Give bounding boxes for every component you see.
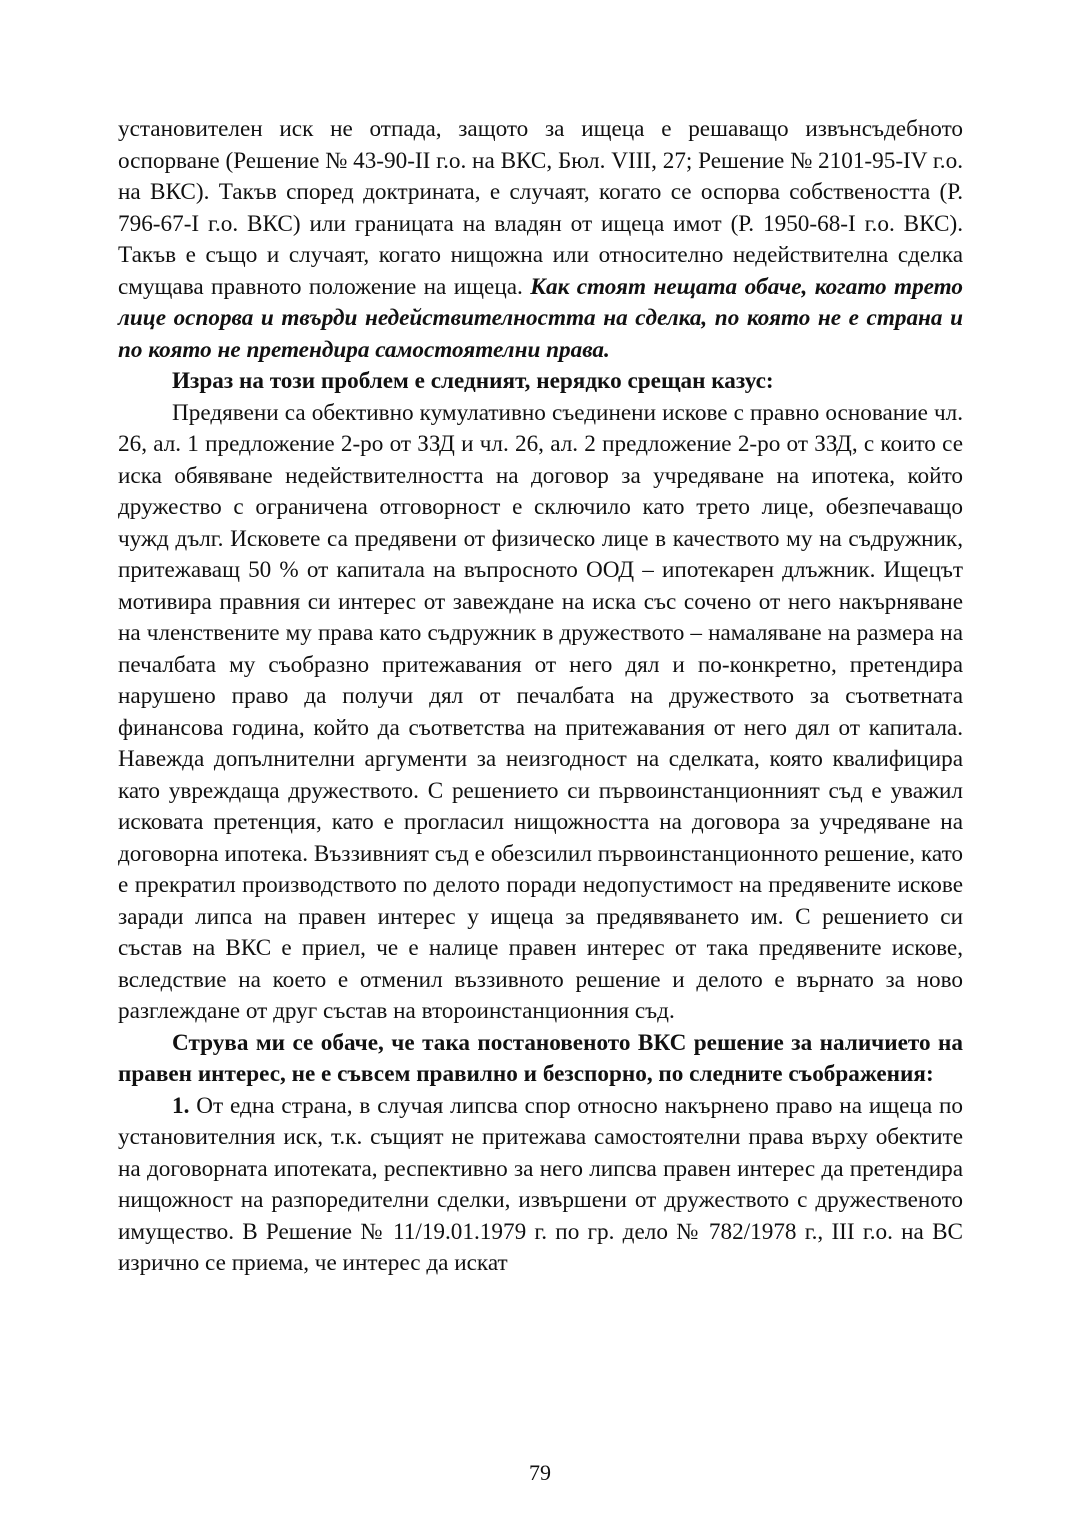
paragraph-intro-question: Как стоят нещата обаче, когато трето лице оспорва и твърди недействителността на сделка, по която не е страна и по която не претендира самостоятелни права. <box>118 273 963 363</box>
heading-case: Израз на този проблем е следният, нерядко срещан казус: <box>172 368 774 394</box>
point-1-text: От една страна, в случая липсва спор относно накърнено право на ищеца по установителния иск, т.к. същият не притежава самостоятелни права върху обектите на договорната ипотеката, респективно за него липсва правен интерес да претендира нищожност на разпоредителни сделки, извършени от дружеството с дружественото имущество. В Решение № 11/19.01.1979 г. по гр. дело № 782/1978 г., III г.о. на ВС изрично се приема, че интерес да искат <box>118 1092 964 1276</box>
paragraph-intro-text: установителен иск не отпада, защото за ищеца е решаващо извънсъдебното оспорване (Решение № 43-90-II г.о. на ВКС, Бюл. VIII, 27; Решение № 2101-95-IV г.о. на ВКС). Такъв според доктрината, е случаят, когато се оспорва собствеността (Р. 796-67-I г.о. ВКС) или границата на владян от ищеца имот (Р. 1950-68-I г.о. ВКС). Такъв е също и случаят, когато нищожна или относително недействителна сделка смущава правното положение на ищеца. <box>118 116 963 300</box>
point-1-number: 1. <box>172 1092 190 1119</box>
paragraph-case: Предявени са обективно кумулативно съединени искове с правно основание чл. 26, ал. 1 предложение 2-ро от ЗЗД и чл. 26, ал. 2 предложение 2-ро от ЗЗД, с които се иска обявяване недействителността на договор за учредяване на ипотека, който дружество с ограничена отговорност е сключило като трето лице, обезпечаващо чужд дълг. Исковете са предявени от физическо лице в качеството му на съдружник, притежаващ 50 % от капитала на въпросното ООД – ипотекарен длъжник. Ищецът мотивира правния си интерес от завеждане на иска със сочено от него накърняване на членствените му права като съдружник в дружеството – намаляване на размера на печалбата му съобразно притежавания от него дял и по-конкретно, претендира нарушено право да получи дял от печалбата на дружеството за съответната финансова година, който да съответства на притежавания от него дял от капитала. Навежда допълнителни аргументи за неизгодност на сделката, която квалифицира като увреждаща дружеството. С решението си първоинстанционният съд е уважил исковата претенция, като е прогласил нищожността на договора за учредяване на договорна ипотека. Въззивният съд е обезсилил първоинстанционното решение, като е прекратил производството по делото поради недопустимост на предявените искове заради липса на правен интерес у ищеца за предявяването им. С решението си състав на ВКС е приел, че е налице правен интерес от така предявените искове, вследствие на което е отменил въззивното решение и делото е върнато за ново разглеждане от друг състав на второинстанционния съд. <box>118 399 963 1024</box>
page-number: 79 <box>529 1460 551 1485</box>
paragraph-intro <box>118 114 963 366</box>
document-page <box>118 114 963 1280</box>
heading-opinion: Струва ми се обаче, че така постановеното ВКС решение за наличието на правен интерес, не е съвсем правилно и безспорно, по следните съображения: <box>118 1029 963 1087</box>
point-1 <box>118 1091 963 1280</box>
